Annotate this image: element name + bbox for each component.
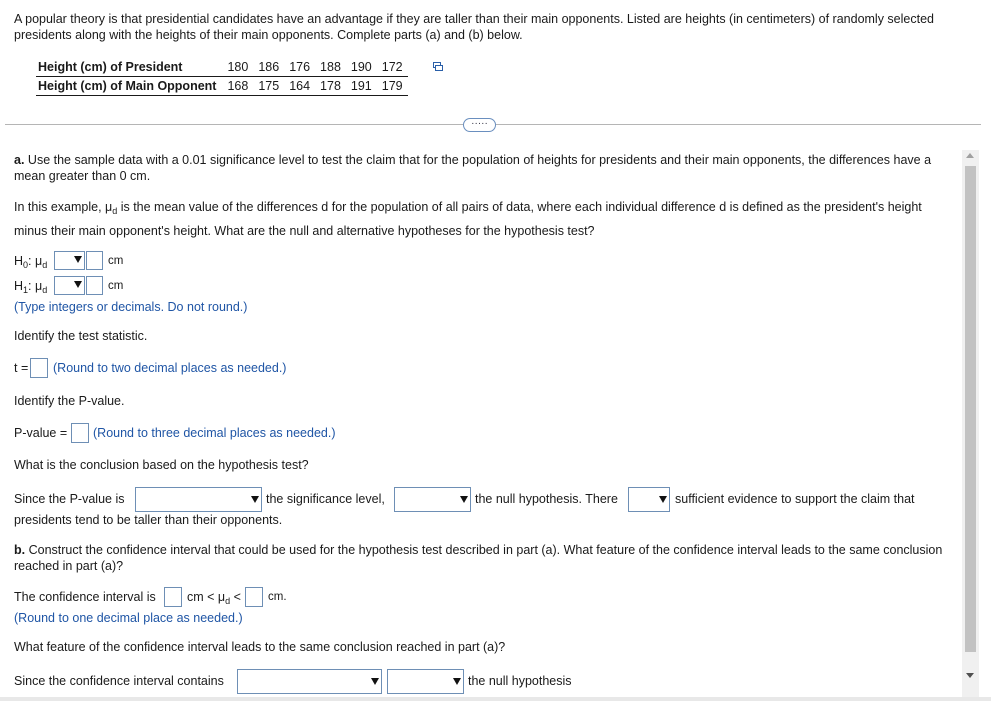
significance-text: the significance level, xyxy=(266,492,385,506)
feature-question: What feature of the confidence interval leads to the same conclusion reached in part (a)? xyxy=(14,640,506,654)
chevron-down-icon xyxy=(74,256,82,263)
table-cell: 175 xyxy=(253,77,284,96)
sufficient-text: sufficient evidence to support the claim that xyxy=(675,492,915,506)
null-hypothesis-text: the null hypothesis xyxy=(468,674,572,688)
since-ci-text: Since the confidence interval contains xyxy=(14,674,224,688)
row-label: Height (cm) of Main Opponent xyxy=(36,77,222,96)
identify-p-value: Identify the P-value. xyxy=(14,394,125,408)
since-p-text: Since the P-value is xyxy=(14,492,125,506)
presidents-text: presidents tend to be taller than their opponents. xyxy=(14,513,283,527)
bottom-edge xyxy=(0,697,991,701)
h0-label: $H_0$: $\mu_d$ xyxy=(14,254,48,270)
null-there-text: the null hypothesis. There xyxy=(475,492,618,506)
table-cell: 179 xyxy=(377,77,408,96)
scroll-up-arrow-icon[interactable] xyxy=(966,153,974,158)
part-a-question xyxy=(14,152,959,184)
identify-test-stat: Identify the test statistic. xyxy=(14,329,148,343)
example-text-2: is the mean value of the differences d for the population of all pairs of data, where each individual difference d is defined as the president's height minus their main opponent's height. What are the null and alternative hypotheses for the hypothesis test? xyxy=(14,200,922,238)
type-note: (Type integers or decimals. Do not round.) xyxy=(14,300,248,314)
p-value-label: P-value = xyxy=(14,426,68,440)
chevron-down-icon xyxy=(371,678,379,685)
table-cell: 180 xyxy=(222,58,253,77)
table-cell: 191 xyxy=(346,77,377,96)
chevron-down-icon xyxy=(453,678,461,685)
copy-table-icon[interactable] xyxy=(433,62,443,71)
table-cell: 186 xyxy=(253,58,284,77)
chevron-down-icon xyxy=(659,496,667,503)
table-cell: 188 xyxy=(315,58,346,77)
ci-round-note: (Round to one decimal place as needed.) xyxy=(14,611,243,625)
ci-middle: cm < $\mu_d$ < xyxy=(187,590,241,606)
ci-lower-input[interactable] xyxy=(164,587,182,607)
ci-end: cm. xyxy=(268,591,287,603)
h1-unit: cm xyxy=(108,280,124,292)
evidence-dropdown[interactable] xyxy=(628,487,670,512)
chevron-down-icon xyxy=(74,281,82,288)
example-text-1: In this example, μ xyxy=(14,200,113,214)
chevron-down-icon xyxy=(460,496,468,503)
part-b-prefix: b. xyxy=(14,543,26,557)
conclusion-question: What is the conclusion based on the hypothesis test? xyxy=(14,458,309,472)
h0-unit: cm xyxy=(108,255,124,267)
part-b-text: Construct the confidence interval that could be used for the hypothesis test described in part (a). What feature of the confidence interval leads to the same conclusion reached in part (a)? xyxy=(14,543,943,573)
p-round-note: (Round to three decimal places as needed.) xyxy=(93,426,336,440)
t-round-note: (Round to two decimal places as needed.) xyxy=(53,361,287,375)
h0-value-input[interactable] xyxy=(86,251,103,270)
ci-upper-input[interactable] xyxy=(245,587,263,607)
p-value-input[interactable] xyxy=(71,423,89,443)
expand-more-button[interactable]: ····· xyxy=(463,118,496,132)
ci-decision-dropdown[interactable] xyxy=(387,669,464,694)
table-row-opponent xyxy=(36,77,408,96)
table-cell: 168 xyxy=(222,77,253,96)
ci-contains-dropdown[interactable] xyxy=(237,669,382,694)
h0-operator-dropdown[interactable] xyxy=(54,251,85,270)
ci-label: The confidence interval is xyxy=(14,590,156,604)
table-cell: 176 xyxy=(284,58,315,77)
reject-decision-dropdown[interactable] xyxy=(394,487,471,512)
t-label: t = xyxy=(14,361,29,375)
table-cell: 172 xyxy=(377,58,408,77)
part-a-prefix: a. xyxy=(14,153,25,167)
p-comparison-dropdown[interactable] xyxy=(135,487,262,512)
chevron-down-icon xyxy=(251,496,259,503)
h1-label: $H_1$: $\mu_d$ xyxy=(14,279,48,295)
table-cell: 178 xyxy=(315,77,346,96)
scrollbar-thumb[interactable] xyxy=(965,166,976,652)
example-text xyxy=(14,197,954,241)
intro-text: A popular theory is that presidential candidates have an advantage if they are taller than their main opponents. Listed are heights (in centimeters) of randomly selected presidents along with the heights of their main opponents. Complete parts (a) and (b) below. xyxy=(14,12,934,42)
t-value-input[interactable] xyxy=(30,358,48,378)
h1-value-input[interactable] xyxy=(86,276,103,295)
scroll-down-arrow-icon[interactable] xyxy=(966,673,974,678)
table-cell: 164 xyxy=(284,77,315,96)
example-sub: d xyxy=(112,206,118,216)
table-cell: 190 xyxy=(346,58,377,77)
table-row-president xyxy=(36,58,408,77)
part-a-text: Use the sample data with a 0.01 significance level to test the claim that for the population of heights for presidents and their main opponents, the differences have a mean greater than 0 cm. xyxy=(14,153,932,183)
part-b-question xyxy=(14,542,954,574)
h1-operator-dropdown[interactable] xyxy=(54,276,85,295)
data-table xyxy=(36,58,408,96)
row-label: Height (cm) of President xyxy=(36,58,222,77)
